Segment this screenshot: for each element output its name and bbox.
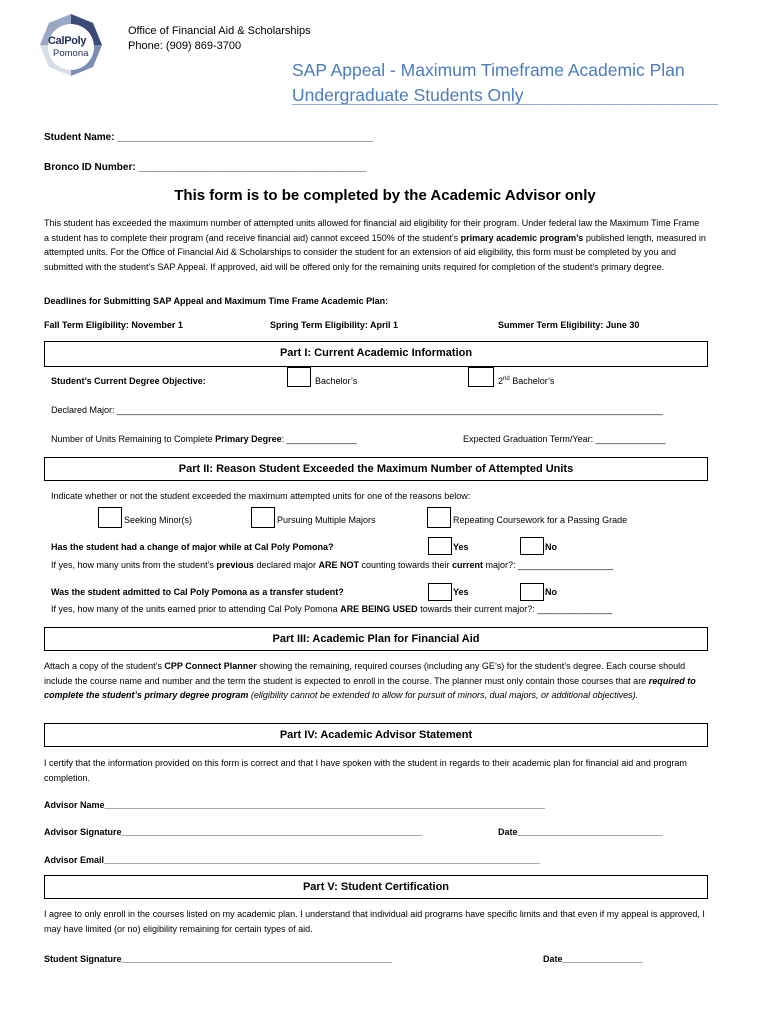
part5-header: Part V: Student Certification <box>44 875 708 899</box>
deadline-fall: Fall Term Eligibility: November 1 <box>44 320 183 330</box>
second-bachelors-label: 2nd Bachelor’s <box>498 376 555 386</box>
repeating-coursework-label: Repeating Coursework for a Passing Grade <box>453 515 628 525</box>
advisor-email-field[interactable]: Advisor Email_______________________________________________________________________________________ <box>44 855 540 865</box>
cal-poly-pomona-logo <box>38 12 104 78</box>
office-name: Office of Financial Aid & Scholarships <box>128 25 311 37</box>
second-bachelors-checkbox[interactable] <box>468 367 494 387</box>
transfer-units-field[interactable]: If yes, how many of the units earned prior to attending Cal Poly Pomona ARE BEING USED towards their current major?: _______________ <box>51 604 613 614</box>
bronco-id-field[interactable]: Bronco ID Number: _________________________________________ <box>44 162 367 173</box>
student-name-field[interactable]: Student Name: ______________________________________________ <box>44 132 374 143</box>
form-heading: This form is to be completed by the Academic Advisor only <box>174 187 596 204</box>
student-signature-field[interactable]: Student Signature______________________________________________________ <box>44 954 392 964</box>
office-phone: Phone: (909) 869-3700 <box>128 40 242 52</box>
page-title <box>292 58 685 108</box>
bachelors-label: Bachelor’s <box>315 376 358 386</box>
change-major-yes-checkbox[interactable] <box>428 537 452 555</box>
logo-text-calpoly: CalPoly <box>48 35 87 47</box>
seeking-minor-checkbox[interactable] <box>98 507 122 528</box>
part2-header: Part II: Reason Student Exceeded the Maximum Number of Attempted Units <box>44 457 708 481</box>
part1-header: Part I: Current Academic Information <box>44 341 708 367</box>
transfer-yes-checkbox[interactable] <box>428 583 452 601</box>
change-major-question: Has the student had a change of major while at Cal Poly Pomona? <box>51 542 334 552</box>
deadline-spring: Spring Term Eligibility: April 1 <box>270 320 399 330</box>
graduation-term-field[interactable]: Expected Graduation Term/Year: ______________ <box>463 434 666 444</box>
title-line-1: SAP Appeal - Maximum Timeframe Academic Plan <box>292 60 685 80</box>
advisor-date-field[interactable]: Date_____________________________ <box>498 827 663 837</box>
student-date-field[interactable]: Date________________ <box>543 954 643 964</box>
logo-text-pomona: Pomona <box>53 48 89 59</box>
title-line-2: Undergraduate Students Only <box>292 85 524 105</box>
declared-major-field[interactable]: Declared Major: _____________________________________________________________________________________________________________ <box>51 405 663 415</box>
units-remaining-field[interactable]: Number of Units Remaining to Complete Primary Degree: ______________ <box>51 434 357 444</box>
part3-header: Part III: Academic Plan for Financial Aid <box>44 627 708 651</box>
indicate-text: Indicate whether or not the student exceeded the maximum attempted units for one of the reasons below: <box>51 491 471 501</box>
transfer-no-checkbox[interactable] <box>520 583 544 601</box>
advisor-name-field[interactable]: Advisor Name________________________________________________________________________________________ <box>44 800 545 810</box>
bachelors-checkbox[interactable] <box>287 367 311 387</box>
transfer-yes-label: Yes <box>453 587 469 597</box>
title-divider <box>292 104 718 105</box>
office-contact <box>128 24 311 54</box>
deadline-summer: Summer Term Eligibility: June 30 <box>498 320 640 330</box>
intro-text-2: published length, measured in attempted units. For the Office of Financial Aid & Scholarships to consider the student for an extension of aid eligibility, this form must be completed by you and submitted with the student’s SAP Appeal. If approved, aid will be offered only for the remaining units required for completion of the student’s primary degree. <box>44 232 706 272</box>
transfer-question: Was the student admitted to Cal Poly Pomona as a transfer student? <box>51 587 344 597</box>
advisor-statement: I certify that the information provided on this form is correct and that I have spoken with the student in regards to their academic plan for financial aid and program completion. <box>44 758 687 783</box>
part4-header: Part IV: Academic Advisor Statement <box>44 723 708 747</box>
intro-text-bold: primary academic program’s <box>460 232 584 243</box>
transfer-no-label: No <box>545 587 557 597</box>
deadlines-heading: Deadlines for Submitting SAP Appeal and Maximum Time Frame Academic Plan: <box>44 296 389 306</box>
degree-objective-label: Student’s Current Degree Objective: <box>51 376 206 386</box>
part3-paragraph: Attach a copy of the student’s CPP Connect Planner showing the remaining, required courses (including any GE’s) for the student’s degree. Each course should include the course name and number and the term the student is expected to enroll in the course. The planner must only contain those courses that are required to complete the student’s primary degree program (eligibility cannot be extended to allow for pursuit of minors, dual majors, or additional objectives). <box>44 661 696 701</box>
seeking-minor-label: Seeking Minor(s) <box>124 515 193 525</box>
intro-text-1: This student has exceeded the maximum number of attempted units allowed for financial aid eligibility for their program. Under federal law the Maximum Time Frame a student has to complete their program (and receive financial aid) cannot exceed 150% of the student’s <box>44 218 700 243</box>
change-major-no-label: No <box>545 542 557 552</box>
student-certification-statement: I agree to only enroll in the courses listed on my academic plan. I understand that individual aid programs have specific limits and that even if my appeal is approved, I may have limited (or no) eligibility remaining for certain types of aid. <box>44 909 705 934</box>
repeating-coursework-checkbox[interactable] <box>427 507 451 528</box>
change-major-yes-label: Yes <box>453 542 469 552</box>
intro-paragraph <box>44 216 706 274</box>
multiple-majors-label: Pursuing Multiple Majors <box>277 515 376 525</box>
advisor-signature-field[interactable]: Advisor Signature____________________________________________________________ <box>44 827 422 837</box>
change-major-no-checkbox[interactable] <box>520 537 544 555</box>
multiple-majors-checkbox[interactable] <box>251 507 275 528</box>
previous-major-units-field[interactable]: If yes, how many units from the student’s previous declared major ARE NOT counting towards their current major?: ___________________ <box>51 560 614 570</box>
